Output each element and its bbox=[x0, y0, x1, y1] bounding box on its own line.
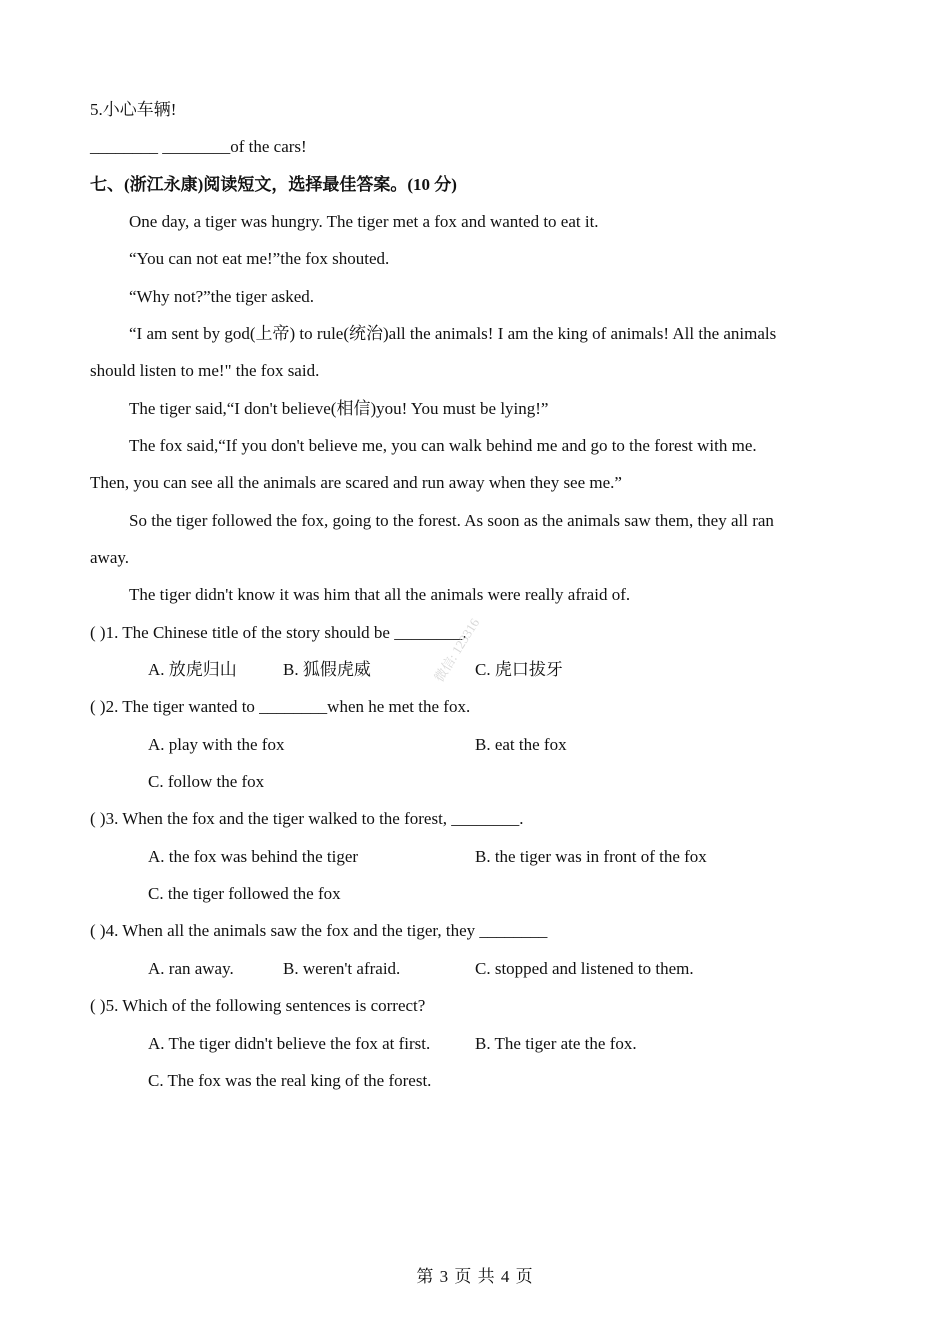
question-1-stem: ( )1. The Chinese title of the story should be ________. bbox=[90, 623, 467, 642]
question-5-option-b: B. The tiger ate the fox. bbox=[475, 1034, 637, 1053]
question-2-option-c: C. follow the fox bbox=[148, 772, 265, 791]
passage-paragraph-5: The tiger said,“I don't believe(相信)you! You must be lying!” bbox=[129, 399, 549, 418]
section-7-heading: 七、(浙江永康)阅读短文，选择最佳答案。(10 分) bbox=[90, 175, 457, 194]
question-5-option-a: A. The tiger didn't believe the fox at first. bbox=[148, 1034, 431, 1053]
passage-paragraph-6-line-2: Then, you can see all the animals are scared and run away when they see me.” bbox=[90, 473, 622, 492]
question-3-option-c: C. the tiger followed the fox bbox=[148, 884, 341, 903]
question-4-stem: ( )4. When all the animals saw the fox and the tiger, they ________ bbox=[90, 921, 548, 940]
question-5-answer-line: ________ ________of the cars! bbox=[90, 137, 307, 156]
question-1-option-a: A. 放虎归山 bbox=[148, 660, 237, 679]
question-1-option-b: B. 狐假虎威 bbox=[283, 660, 371, 679]
question-5-prompt: 5.小心车辆! bbox=[90, 100, 177, 119]
question-5-stem: ( )5. Which of the following sentences is correct? bbox=[90, 996, 426, 1015]
watermark: 微信: 123316 bbox=[431, 615, 483, 685]
passage-paragraph-4-line-2: should listen to me!" the fox said. bbox=[90, 361, 320, 380]
question-1-option-c: C. 虎口拔牙 bbox=[475, 660, 563, 679]
question-5-option-c: C. The fox was the real king of the forest. bbox=[148, 1071, 432, 1090]
passage-paragraph-7-line-1: So the tiger followed the fox, going to the forest. As soon as the animals saw them, they all ran bbox=[129, 511, 774, 530]
question-2-stem: ( )2. The tiger wanted to ________when he met the fox. bbox=[90, 697, 471, 716]
question-4-option-c: C. stopped and listened to them. bbox=[475, 959, 694, 978]
passage-paragraph-8: The tiger didn't know it was him that all the animals were really afraid of. bbox=[129, 585, 631, 604]
question-3-option-a: A. the fox was behind the tiger bbox=[148, 847, 359, 866]
question-3-option-b: B. the tiger was in front of the fox bbox=[475, 847, 707, 866]
question-3-stem: ( )3. When the fox and the tiger walked to the forest, ________. bbox=[90, 809, 524, 828]
passage-paragraph-6-line-1: The fox said,“If you don't believe me, you can walk behind me and go to the forest with me. bbox=[129, 436, 757, 455]
page-footer: 第 3 页 共 4 页 bbox=[416, 1267, 534, 1286]
question-2-option-a: A. play with the fox bbox=[148, 735, 285, 754]
question-4-option-b: B. weren't afraid. bbox=[283, 959, 401, 978]
passage-paragraph-1: One day, a tiger was hungry. The tiger met a fox and wanted to eat it. bbox=[129, 212, 599, 231]
question-2-option-b: B. eat the fox bbox=[475, 735, 567, 754]
passage-paragraph-4-line-1: “I am sent by god(上帝) to rule(统治)all the animals! I am the king of animals! All the animals bbox=[129, 324, 777, 343]
passage-paragraph-2: “You can not eat me!”the fox shouted. bbox=[129, 249, 390, 268]
passage-paragraph-7-line-2: away. bbox=[90, 548, 130, 567]
passage-paragraph-3: “Why not?”the tiger asked. bbox=[129, 287, 315, 306]
question-4-option-a: A. ran away. bbox=[148, 959, 234, 978]
